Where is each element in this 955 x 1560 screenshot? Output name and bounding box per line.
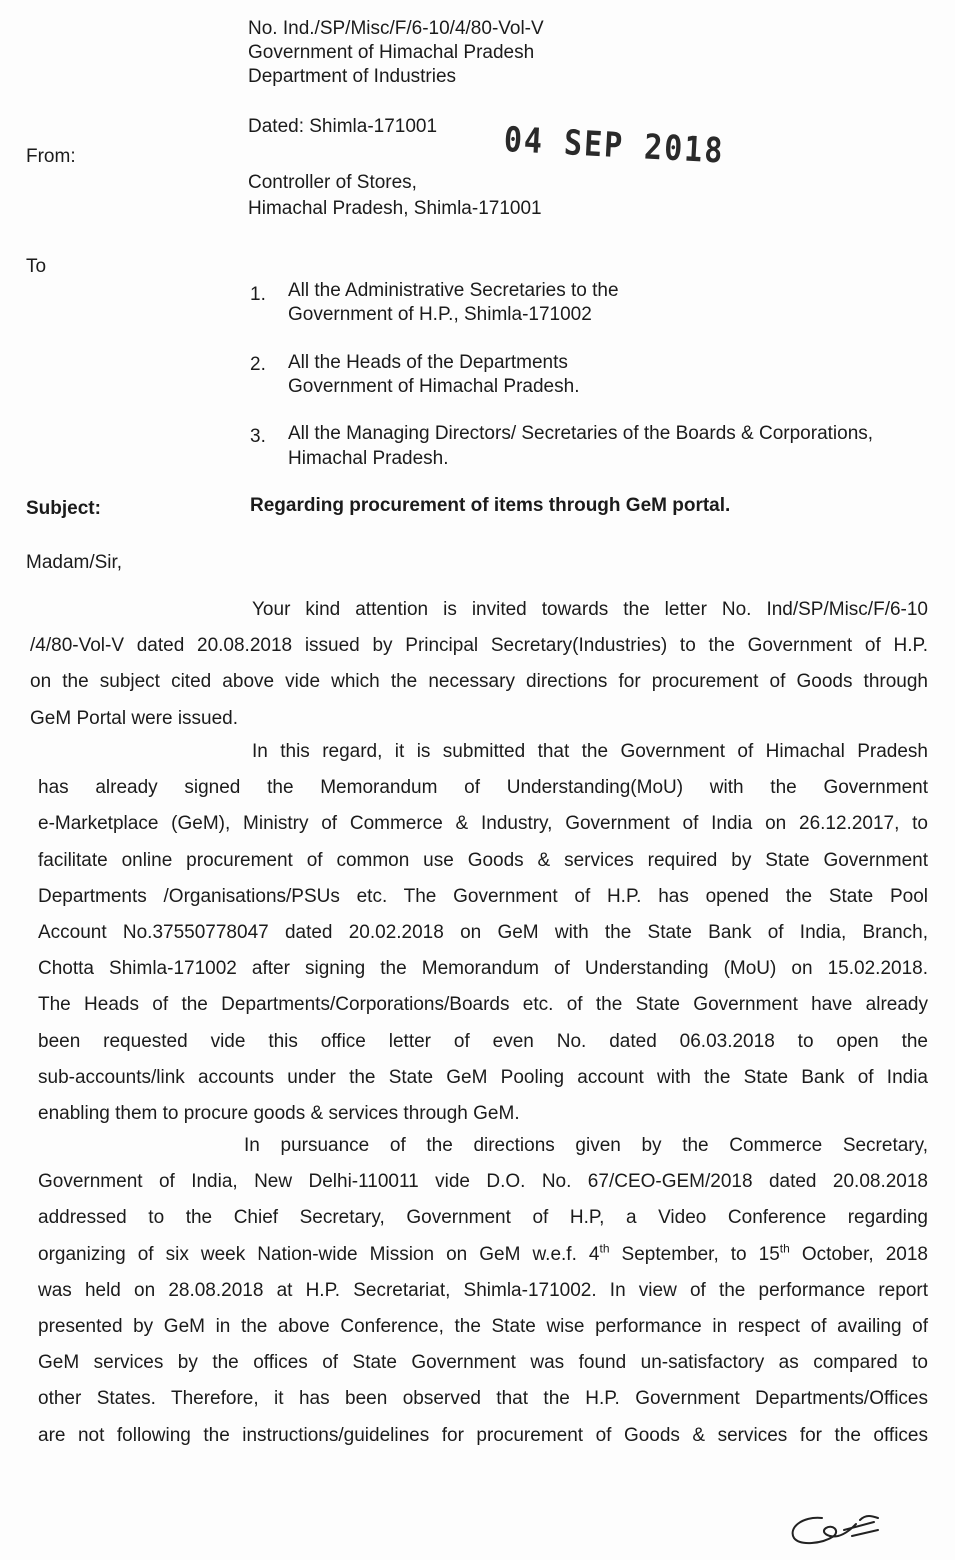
signature-mark — [782, 1500, 892, 1550]
reference-number: No. Ind./SP/Misc/F/6-10/4/80-Vol-V — [248, 18, 544, 39]
department-name: Department of Industries — [248, 66, 457, 87]
to-label: To — [26, 256, 47, 277]
from-label: From: — [26, 146, 76, 167]
subject-label: Subject: — [26, 498, 101, 519]
recipient-2-number: 2. — [250, 354, 266, 375]
paragraph-2-line: In this regard, it is submitted that the Government of Himachal Pradesh — [252, 741, 928, 762]
paragraph-3-line: addressed to the Chief Secretary, Government of H.P, a Video Conference regarding — [38, 1207, 928, 1229]
paragraph-2-line: been requested vide this office letter of even No. dated 06.03.2018 to open the — [38, 1030, 928, 1052]
from-line-1: Controller of Stores, — [248, 172, 417, 193]
recipient-3-line-1: All the Managing Directors/ Secretaries of the Boards & Corporations, — [288, 423, 874, 444]
paragraph-1-line: Your kind attention is invited towards the letter No. Ind/SP/Misc/F/6-10 — [252, 599, 928, 620]
date-stamp: 04 SEP 2018 — [502, 120, 726, 172]
salutation: Madam/Sir, — [26, 552, 123, 573]
paragraph-2-line: has already signed the Memorandum of Understanding(MoU) with the Government — [38, 777, 928, 799]
dated-line: Dated: Shimla-171001 — [248, 116, 438, 137]
paragraph-1-line: on the subject cited above vide which the necessary directions for procurement of Goods through — [30, 671, 928, 693]
paragraph-1 — [30, 592, 928, 737]
recipient-3-line-2: Himachal Pradesh. — [288, 448, 449, 469]
paragraph-3-line: Government of India, New Delhi-110011 vide D.O. No. 67/CEO-GEM/2018 dated 20.08.2018 — [38, 1171, 928, 1193]
paragraph-2-line: enabling them to procure goods & services through GeM. — [38, 1102, 520, 1124]
paragraph-3-line: was held on 28.08.2018 at H.P. Secretariat, Shimla-171002. In view of the performance report — [38, 1279, 928, 1301]
recipient-1-line-1: All the Administrative Secretaries to the — [288, 280, 619, 301]
paragraph-2-line: Account No.37550778047 dated 20.02.2018 on GeM with the State Bank of India, Branch, — [38, 921, 928, 943]
paragraph-3-line: are not following the instructions/guidelines for procurement of Goods & services for the offices — [38, 1424, 928, 1446]
government-name: Government of Himachal Pradesh — [248, 42, 535, 63]
paragraph-2-line: The Heads of the Departments/Corporations/Boards etc. of the State Government have already — [38, 994, 928, 1016]
recipient-2-line-2: Government of Himachal Pradesh. — [288, 376, 580, 397]
recipient-1-line-2: Government of H.P., Shimla-171002 — [288, 304, 592, 325]
paragraph-3-line: presented by GeM in the above Conference, the State wise performance in respect of availing of — [38, 1315, 928, 1337]
subject-text: Regarding procurement of items through GeM portal. — [250, 495, 731, 516]
paragraph-2-line: e-Marketplace (GeM), Ministry of Commerce & Industry, Government of India on 26.12.2017, to — [38, 813, 928, 835]
paragraph-2-line: sub-accounts/link accounts under the State GeM Pooling account with the State Bank of India — [38, 1066, 928, 1088]
recipient-2-line-1: All the Heads of the Departments — [288, 352, 568, 373]
paragraph-3-line-mission: organizing of six week Nation-wide Mission on GeM w.e.f. 4th September, to 15th October, 2018 — [38, 1241, 928, 1265]
paragraph-3-line: GeM services by the offices of State Government was found un-satisfactory as compared to — [38, 1352, 928, 1374]
paragraph-3-line: other States. Therefore, it has been observed that the H.P. Government Departments/Offices — [38, 1388, 928, 1410]
paragraph-3-line: In pursuance of the directions given by the Commerce Secretary, — [244, 1135, 928, 1156]
recipient-3-number: 3. — [250, 426, 266, 447]
paragraph-2-line: facilitate online procurement of common use Goods & services required by State Government — [38, 849, 928, 871]
paragraph-2-line: Departments /Organisations/PSUs etc. The Government of H.P. has opened the State Pool — [38, 885, 928, 907]
paragraph-2-line: Chotta Shimla-171002 after signing the Memorandum of Understanding (MoU) on 15.02.2018. — [38, 958, 928, 980]
from-line-2: Himachal Pradesh, Shimla-171001 — [248, 198, 542, 219]
paragraph-1-line: GeM Portal were issued. — [30, 707, 239, 729]
paragraph-1-line: /4/80-Vol-V dated 20.08.2018 issued by Principal Secretary(Industries) to the Government of H.P. — [30, 635, 928, 657]
recipient-1-number: 1. — [250, 284, 266, 305]
paragraph-3 — [38, 1128, 928, 1454]
paragraph-2 — [38, 734, 928, 1132]
